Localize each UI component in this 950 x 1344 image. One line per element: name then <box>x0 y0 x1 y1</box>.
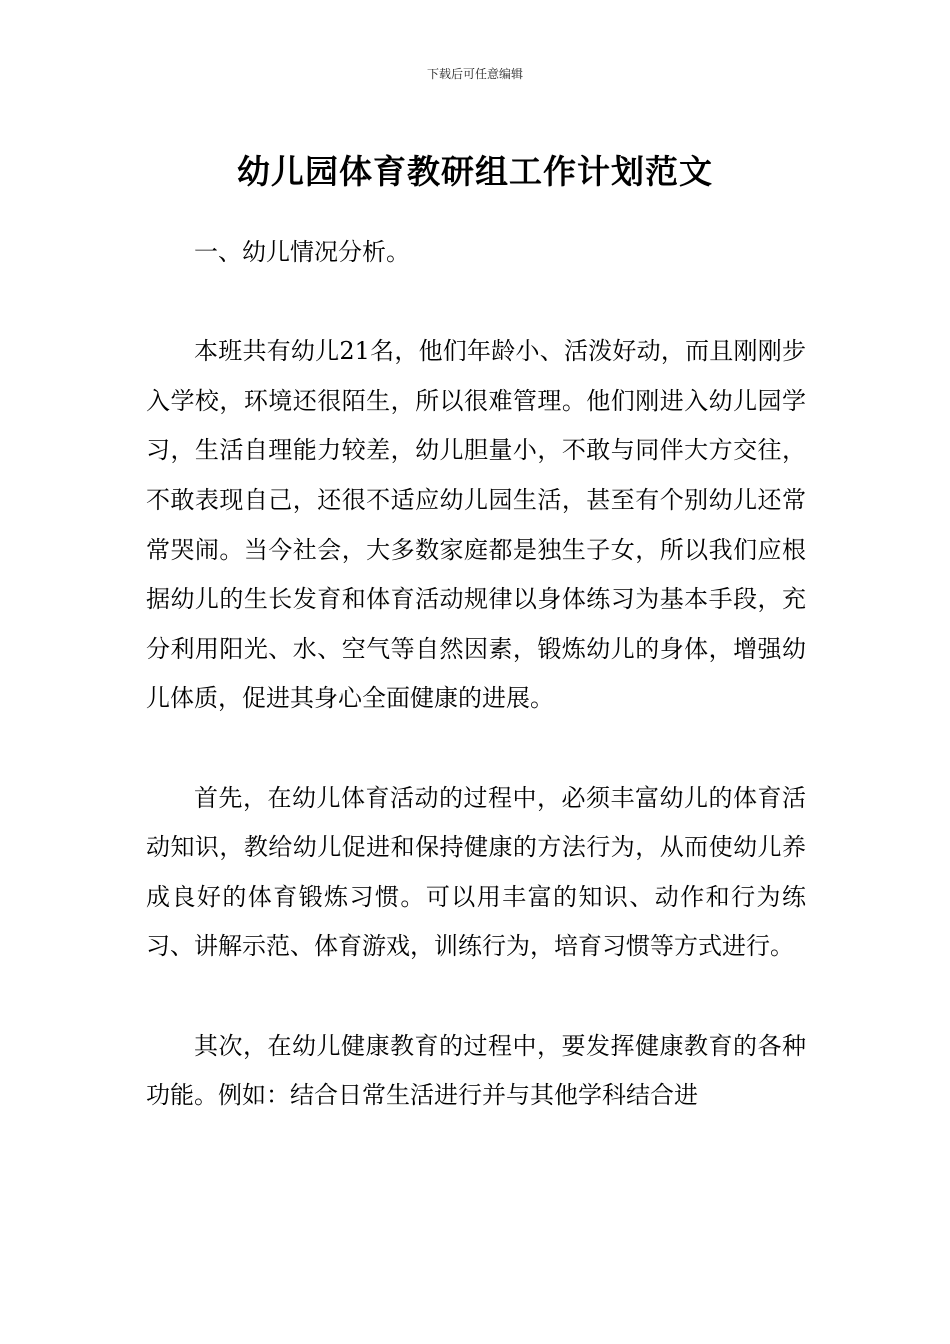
header-note: 下载后可任意编辑 <box>426 67 523 81</box>
document-title: 幼儿园体育教研组工作计划范文 <box>237 152 713 192</box>
paragraph-second: 其次，在幼儿健康教育的过程中，要发挥健康教育的各种功能。例如：结合日常生活进行并与其他学科结合进 <box>146 1031 806 1110</box>
section-heading: 一、幼儿情况分析。 <box>194 238 410 266</box>
paragraph-situation: 本班共有幼儿21名，他们年龄小、活泼好动，而且刚刚步入学校，环境还很陌生，所以很难管理。他们刚进入幼儿园学习，生活自理能力较差，幼儿胆量小，不敢与同伴大方交往，不敢表现自己，还很不适应幼儿园生活，甚至有个别幼儿还常常哭闹。当今社会，大多数家庭都是独生子女，所以我们应根据幼儿的生长发育和体育活动规律以身体练习为基本手段，充分利用阳光、水、空气等自然因素，锻炼幼儿的身体，增强幼儿体质，促进其身心全面健康的进展。 <box>146 337 806 713</box>
paragraph-first: 首先，在幼儿体育活动的过程中，必须丰富幼儿的体育活动知识，教给幼儿促进和保持健康的方法行为，从而使幼儿养成良好的体育锻炼习惯。可以用丰富的知识、动作和行为练习、讲解示范、体育游戏，训练行为，培育习惯等方式进行。 <box>146 783 806 961</box>
document-body <box>146 228 806 1170</box>
